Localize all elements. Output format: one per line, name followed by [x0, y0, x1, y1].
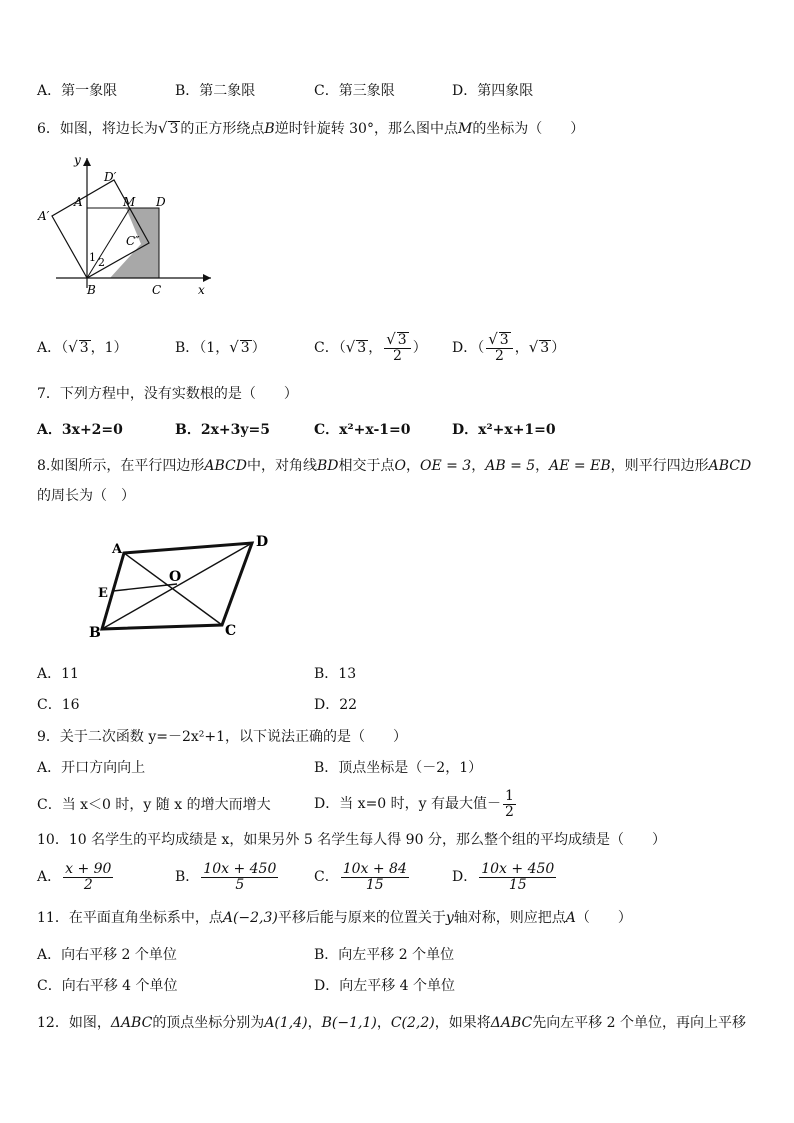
- q6-label-y: y: [74, 153, 81, 167]
- q8-stem-line2: 的周长为（ ）: [37, 488, 135, 504]
- q7-stem: 7．下列方程中，没有实数根的是（ ）: [37, 386, 298, 402]
- q6-option-b: B．（1，√ 3 ）: [175, 338, 266, 356]
- q6-option-d: D．（ $\frac{√ 3}{2}$ ，√ 3 ）: [452, 330, 566, 364]
- q11-option-a: A．向右平移 2 个单位: [37, 947, 177, 963]
- q6-label-d-prime: D′: [104, 170, 117, 184]
- q8-label-b: B: [89, 625, 101, 641]
- q9-stem: 9．关于二次函数 y=－2x²+1，以下说法正确的是（ ）: [37, 729, 408, 745]
- q6-label-angle-2: 2: [98, 256, 105, 269]
- q6-label-m: M: [123, 195, 136, 209]
- q6-option-a: A．（√ 3 ，1）: [37, 338, 128, 356]
- q8-label-d: D: [256, 534, 269, 550]
- q8-label-a: A: [112, 542, 123, 557]
- q10-stem: 10．10 名学生的平均成绩是 x，如果另外 5 名学生每人得 90 分，那么整个组的平均成绩是（ ）: [37, 832, 666, 848]
- q8-parallelogram-figure: [84, 525, 284, 645]
- q5-option-b: B．第二象限: [175, 83, 256, 99]
- q8-label-e: E: [98, 586, 108, 601]
- q7-option-d: D．x²+x+1=0: [452, 422, 556, 438]
- q5-option-a: A．第一象限: [37, 83, 118, 99]
- q10-option-b: B． $\frac{10x + 450}{5}$: [175, 860, 277, 893]
- q6-label-d: D: [156, 195, 166, 209]
- q10-option-c: C． $\frac{10x + 84}{15}$: [314, 860, 407, 893]
- q10-option-a: A． $\frac{x + 90}{2}$: [37, 860, 112, 893]
- q9-option-a: A．开口方向向上: [37, 760, 146, 776]
- q12-stem: 12．如图，ΔABC的顶点坐标分别为A(1,4)，B(−1,1)，C(2,2)，如果将ΔABC先向左平移 2 个单位，再向上平移: [37, 1015, 747, 1031]
- q11-option-c: C．向右平移 4 个单位: [37, 978, 178, 994]
- q9-option-d: D．当 x=0 时，y 有最大值－ $\frac{1}{2}$: [314, 787, 514, 820]
- q7-option-a: A．3x+2=0: [37, 422, 123, 438]
- q8-option-c: C．16: [37, 697, 80, 713]
- q5-option-c: C．第三象限: [314, 83, 395, 99]
- q11-stem: 11．在平面直角坐标系中，点A(−2,3)平移后能与原来的位置关于y轴对称，则应把点A（ ）: [37, 910, 632, 926]
- q11-option-b: B．向左平移 2 个单位: [314, 947, 455, 963]
- q6-option-c: C．（√ 3 ， $\frac{√ 3}{2}$ ）: [314, 330, 427, 364]
- q11-option-d: D．向左平移 4 个单位: [314, 978, 456, 994]
- q8-option-b: B．13: [314, 666, 357, 682]
- q10-option-d: D． $\frac{10x + 450}{15}$: [452, 860, 555, 893]
- q8-label-o: O: [169, 569, 182, 585]
- q6-rotation-figure: [36, 148, 221, 300]
- q8-stem-line1: 8.如图所示，在平行四边形ABCD中，对角线BD相交于点O，OE = 3，AB = 5，AE = EB，则平行四边形ABCD: [37, 458, 752, 474]
- q9-option-b: B．顶点坐标是（－2，1）: [314, 760, 483, 776]
- q5-option-d: D．第四象限: [452, 83, 534, 99]
- q6-stem: 6．如图，将边长为√ 3 的正方形绕点B逆时针旋转 30°，那么图中点M的坐标为（ ）: [37, 119, 585, 137]
- q8-label-c: C: [225, 623, 237, 639]
- q6-label-c-prime: C″: [126, 234, 140, 248]
- q6-label-x: x: [198, 283, 205, 297]
- q8-option-a: A．11: [37, 666, 79, 682]
- q6-label-c: C: [152, 283, 162, 297]
- q6-label-angle-1: 1: [89, 251, 96, 264]
- q8-option-d: D．22: [314, 697, 358, 713]
- q7-option-c: C．x²+x-1=0: [314, 422, 411, 438]
- q6-label-b: B: [87, 283, 96, 297]
- q7-option-b: B．2x+3y=5: [175, 422, 270, 438]
- q9-option-c: C．当 x＜0 时，y 随 x 的增大而增大: [37, 797, 271, 813]
- q6-label-a-prime: A′: [38, 209, 50, 223]
- q6-label-a: A: [74, 195, 83, 209]
